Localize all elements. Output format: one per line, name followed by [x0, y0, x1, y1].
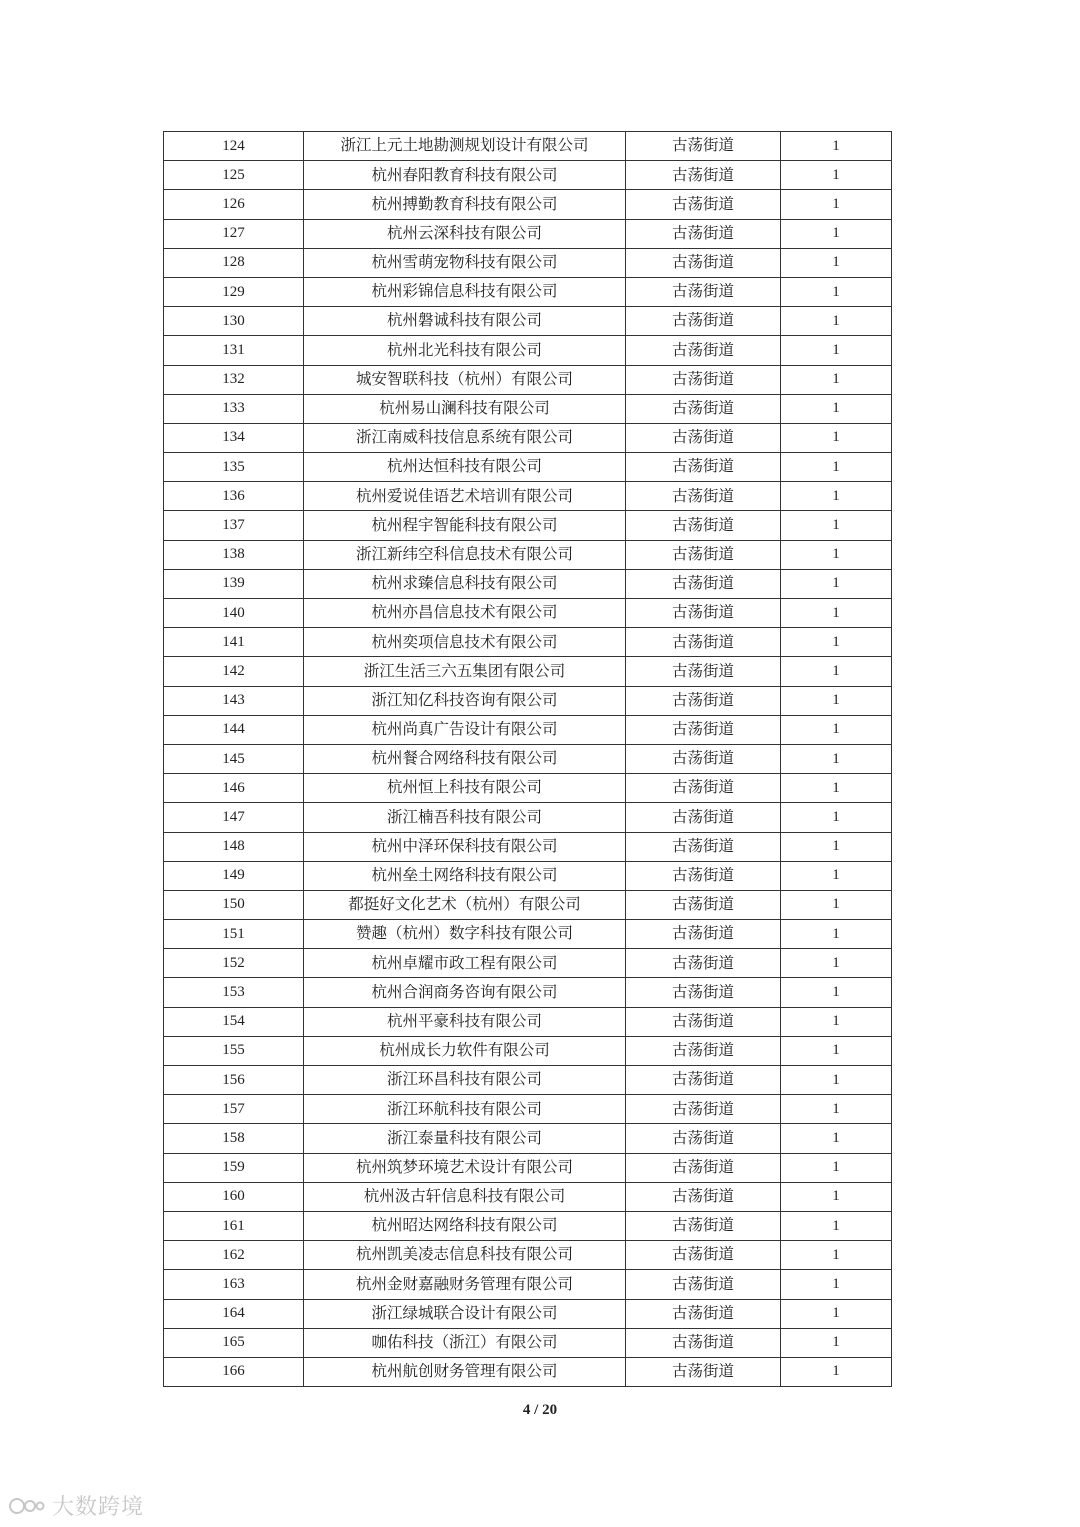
street-cell: 古荡街道 — [626, 453, 781, 482]
row-number-cell: 163 — [164, 1270, 304, 1299]
row-number-cell: 126 — [164, 190, 304, 219]
street-cell: 古荡街道 — [626, 569, 781, 598]
row-number-cell: 150 — [164, 890, 304, 919]
row-number-cell: 166 — [164, 1357, 304, 1386]
street-cell: 古荡街道 — [626, 920, 781, 949]
row-number-cell: 151 — [164, 920, 304, 949]
count-cell: 1 — [781, 599, 892, 628]
count-cell: 1 — [781, 132, 892, 161]
table-row — [164, 832, 892, 861]
row-number-cell: 152 — [164, 949, 304, 978]
company-name-cell: 浙江环航科技有限公司 — [304, 1095, 626, 1124]
count-cell: 1 — [781, 890, 892, 919]
table-row — [164, 1124, 892, 1153]
row-number-cell: 161 — [164, 1211, 304, 1240]
row-number-cell: 139 — [164, 569, 304, 598]
count-cell: 1 — [781, 1036, 892, 1065]
count-cell: 1 — [781, 920, 892, 949]
company-name-cell: 杭州奕项信息技术有限公司 — [304, 628, 626, 657]
count-cell: 1 — [781, 861, 892, 890]
company-name-cell: 浙江生活三六五集团有限公司 — [304, 657, 626, 686]
street-cell: 古荡街道 — [626, 277, 781, 306]
street-cell: 古荡街道 — [626, 1299, 781, 1328]
company-name-cell: 浙江楠吾科技有限公司 — [304, 803, 626, 832]
company-name-cell: 杭州平豪科技有限公司 — [304, 1007, 626, 1036]
count-cell: 1 — [781, 307, 892, 336]
count-cell: 1 — [781, 248, 892, 277]
table-row — [164, 1299, 892, 1328]
table-row — [164, 190, 892, 219]
company-name-cell: 浙江泰量科技有限公司 — [304, 1124, 626, 1153]
row-number-cell: 148 — [164, 832, 304, 861]
street-cell: 古荡街道 — [626, 599, 781, 628]
street-cell: 古荡街道 — [626, 190, 781, 219]
street-cell: 古荡街道 — [626, 161, 781, 190]
row-number-cell: 131 — [164, 336, 304, 365]
street-cell: 古荡街道 — [626, 1153, 781, 1182]
table-row — [164, 482, 892, 511]
company-name-cell: 杭州航创财务管理有限公司 — [304, 1357, 626, 1386]
table-row — [164, 1241, 892, 1270]
street-cell: 古荡街道 — [626, 1357, 781, 1386]
table-row — [164, 1270, 892, 1299]
count-cell: 1 — [781, 511, 892, 540]
count-cell: 1 — [781, 978, 892, 1007]
count-cell: 1 — [781, 190, 892, 219]
row-number-cell: 159 — [164, 1153, 304, 1182]
row-number-cell: 138 — [164, 540, 304, 569]
street-cell: 古荡街道 — [626, 1036, 781, 1065]
table-row — [164, 1328, 892, 1357]
company-name-cell: 赞趣（杭州）数字科技有限公司 — [304, 920, 626, 949]
street-cell: 古荡街道 — [626, 774, 781, 803]
company-name-cell: 杭州金财嘉融财务管理有限公司 — [304, 1270, 626, 1299]
street-cell: 古荡街道 — [626, 861, 781, 890]
count-cell: 1 — [781, 949, 892, 978]
table-row — [164, 978, 892, 1007]
street-cell: 古荡街道 — [626, 1211, 781, 1240]
count-cell: 1 — [781, 161, 892, 190]
street-cell: 古荡街道 — [626, 1124, 781, 1153]
count-cell: 1 — [781, 453, 892, 482]
street-cell: 古荡街道 — [626, 132, 781, 161]
table-row — [164, 657, 892, 686]
company-name-cell: 浙江上元土地勘测规划设计有限公司 — [304, 132, 626, 161]
table-row — [164, 423, 892, 452]
street-cell: 古荡街道 — [626, 803, 781, 832]
company-name-cell: 都挺好文化艺术（杭州）有限公司 — [304, 890, 626, 919]
company-name-cell: 杭州中泽环保科技有限公司 — [304, 832, 626, 861]
row-number-cell: 127 — [164, 219, 304, 248]
table-row — [164, 569, 892, 598]
street-cell: 古荡街道 — [626, 1270, 781, 1299]
street-cell: 古荡街道 — [626, 686, 781, 715]
street-cell: 古荡街道 — [626, 365, 781, 394]
row-number-cell: 162 — [164, 1241, 304, 1270]
count-cell: 1 — [781, 1328, 892, 1357]
street-cell: 古荡街道 — [626, 1095, 781, 1124]
table-row — [164, 628, 892, 657]
company-name-cell: 浙江环昌科技有限公司 — [304, 1066, 626, 1095]
table-row — [164, 511, 892, 540]
table-body — [164, 132, 892, 1387]
table-row — [164, 1357, 892, 1386]
street-cell: 古荡街道 — [626, 978, 781, 1007]
company-name-cell: 杭州筑梦环境艺术设计有限公司 — [304, 1153, 626, 1182]
street-cell: 古荡街道 — [626, 482, 781, 511]
company-name-cell: 杭州达恒科技有限公司 — [304, 453, 626, 482]
street-cell: 古荡街道 — [626, 336, 781, 365]
table-row — [164, 774, 892, 803]
row-number-cell: 157 — [164, 1095, 304, 1124]
table-row — [164, 744, 892, 773]
street-cell: 古荡街道 — [626, 949, 781, 978]
street-cell: 古荡街道 — [626, 628, 781, 657]
street-cell: 古荡街道 — [626, 890, 781, 919]
company-name-cell: 杭州垒土网络科技有限公司 — [304, 861, 626, 890]
count-cell: 1 — [781, 569, 892, 598]
company-name-cell: 杭州彩锦信息科技有限公司 — [304, 277, 626, 306]
row-number-cell: 155 — [164, 1036, 304, 1065]
count-cell: 1 — [781, 394, 892, 423]
street-cell: 古荡街道 — [626, 1241, 781, 1270]
company-name-cell: 杭州北光科技有限公司 — [304, 336, 626, 365]
company-name-cell: 杭州磐诚科技有限公司 — [304, 307, 626, 336]
row-number-cell: 160 — [164, 1182, 304, 1211]
street-cell: 古荡街道 — [626, 657, 781, 686]
row-number-cell: 128 — [164, 248, 304, 277]
table-row — [164, 890, 892, 919]
street-cell: 古荡街道 — [626, 1182, 781, 1211]
row-number-cell: 129 — [164, 277, 304, 306]
count-cell: 1 — [781, 1241, 892, 1270]
company-name-cell: 杭州搏勤教育科技有限公司 — [304, 190, 626, 219]
street-cell: 古荡街道 — [626, 511, 781, 540]
company-name-cell: 杭州餐合网络科技有限公司 — [304, 744, 626, 773]
company-name-cell: 杭州云深科技有限公司 — [304, 219, 626, 248]
street-cell: 古荡街道 — [626, 1328, 781, 1357]
count-cell: 1 — [781, 744, 892, 773]
table-row — [164, 365, 892, 394]
count-cell: 1 — [781, 774, 892, 803]
row-number-cell: 142 — [164, 657, 304, 686]
row-number-cell: 136 — [164, 482, 304, 511]
table-row — [164, 949, 892, 978]
company-name-cell: 杭州成长力软件有限公司 — [304, 1036, 626, 1065]
table-row — [164, 1036, 892, 1065]
count-cell: 1 — [781, 336, 892, 365]
company-name-cell: 杭州恒上科技有限公司 — [304, 774, 626, 803]
row-number-cell: 133 — [164, 394, 304, 423]
count-cell: 1 — [781, 365, 892, 394]
street-cell: 古荡街道 — [626, 1007, 781, 1036]
table-row — [164, 861, 892, 890]
table-row — [164, 277, 892, 306]
table-row — [164, 307, 892, 336]
row-number-cell: 149 — [164, 861, 304, 890]
count-cell: 1 — [781, 219, 892, 248]
count-cell: 1 — [781, 686, 892, 715]
count-cell: 1 — [781, 1124, 892, 1153]
company-list-table — [163, 131, 892, 1387]
street-cell: 古荡街道 — [626, 423, 781, 452]
row-number-cell: 141 — [164, 628, 304, 657]
count-cell: 1 — [781, 1095, 892, 1124]
company-name-cell: 杭州爱说佳语艺术培训有限公司 — [304, 482, 626, 511]
street-cell: 古荡街道 — [626, 744, 781, 773]
count-cell: 1 — [781, 1270, 892, 1299]
row-number-cell: 158 — [164, 1124, 304, 1153]
row-number-cell: 146 — [164, 774, 304, 803]
table-row — [164, 394, 892, 423]
table-row — [164, 715, 892, 744]
company-name-cell: 城安智联科技（杭州）有限公司 — [304, 365, 626, 394]
count-cell: 1 — [781, 657, 892, 686]
company-name-cell: 杭州程宇智能科技有限公司 — [304, 511, 626, 540]
street-cell: 古荡街道 — [626, 248, 781, 277]
company-name-cell: 杭州易山澜科技有限公司 — [304, 394, 626, 423]
row-number-cell: 165 — [164, 1328, 304, 1357]
company-name-cell: 杭州春阳教育科技有限公司 — [304, 161, 626, 190]
watermark-text: 大数跨境 — [52, 1495, 145, 1520]
table-row — [164, 161, 892, 190]
count-cell: 1 — [781, 1211, 892, 1240]
table-row — [164, 1153, 892, 1182]
table-row — [164, 1211, 892, 1240]
row-number-cell: 140 — [164, 599, 304, 628]
table-row — [164, 1182, 892, 1211]
company-name-cell: 杭州汲古轩信息科技有限公司 — [304, 1182, 626, 1211]
row-number-cell: 130 — [164, 307, 304, 336]
street-cell: 古荡街道 — [626, 540, 781, 569]
row-number-cell: 145 — [164, 744, 304, 773]
row-number-cell: 144 — [164, 715, 304, 744]
count-cell: 1 — [781, 277, 892, 306]
table-row — [164, 132, 892, 161]
row-number-cell: 125 — [164, 161, 304, 190]
count-cell: 1 — [781, 540, 892, 569]
table-row — [164, 1066, 892, 1095]
table-row — [164, 248, 892, 277]
table-row — [164, 686, 892, 715]
row-number-cell: 137 — [164, 511, 304, 540]
company-name-cell: 杭州尚真广告设计有限公司 — [304, 715, 626, 744]
table-row — [164, 1095, 892, 1124]
company-name-cell: 浙江绿城联合设计有限公司 — [304, 1299, 626, 1328]
count-cell: 1 — [781, 1007, 892, 1036]
company-name-cell: 浙江南威科技信息系统有限公司 — [304, 423, 626, 452]
table-row — [164, 336, 892, 365]
company-name-cell: 浙江新纬空科信息技术有限公司 — [304, 540, 626, 569]
company-name-cell: 杭州雪萌宠物科技有限公司 — [304, 248, 626, 277]
company-name-cell: 杭州合润商务咨询有限公司 — [304, 978, 626, 1007]
company-name-cell: 杭州卓耀市政工程有限公司 — [304, 949, 626, 978]
watermark-logo-icon — [8, 1494, 48, 1518]
table-row — [164, 540, 892, 569]
row-number-cell: 134 — [164, 423, 304, 452]
row-number-cell: 132 — [164, 365, 304, 394]
count-cell: 1 — [781, 1153, 892, 1182]
street-cell: 古荡街道 — [626, 715, 781, 744]
row-number-cell: 153 — [164, 978, 304, 1007]
street-cell: 古荡街道 — [626, 219, 781, 248]
count-cell: 1 — [781, 482, 892, 511]
count-cell: 1 — [781, 715, 892, 744]
table-row — [164, 803, 892, 832]
company-name-cell: 杭州凯美凌志信息科技有限公司 — [304, 1241, 626, 1270]
row-number-cell: 154 — [164, 1007, 304, 1036]
count-cell: 1 — [781, 1357, 892, 1386]
row-number-cell: 164 — [164, 1299, 304, 1328]
count-cell: 1 — [781, 1182, 892, 1211]
table-row — [164, 1007, 892, 1036]
street-cell: 古荡街道 — [626, 1066, 781, 1095]
table-row — [164, 453, 892, 482]
count-cell: 1 — [781, 423, 892, 452]
row-number-cell: 124 — [164, 132, 304, 161]
page-number: 4 / 20 — [522, 1402, 558, 1418]
row-number-cell: 143 — [164, 686, 304, 715]
company-name-cell: 浙江知亿科技咨询有限公司 — [304, 686, 626, 715]
row-number-cell: 156 — [164, 1066, 304, 1095]
street-cell: 古荡街道 — [626, 832, 781, 861]
table-row — [164, 599, 892, 628]
row-number-cell: 147 — [164, 803, 304, 832]
count-cell: 1 — [781, 1299, 892, 1328]
street-cell: 古荡街道 — [626, 307, 781, 336]
count-cell: 1 — [781, 1066, 892, 1095]
count-cell: 1 — [781, 628, 892, 657]
watermark — [8, 1490, 144, 1521]
table-row — [164, 219, 892, 248]
company-name-cell: 杭州亦昌信息技术有限公司 — [304, 599, 626, 628]
company-name-cell: 咖佑科技（浙江）有限公司 — [304, 1328, 626, 1357]
table-row — [164, 920, 892, 949]
row-number-cell: 135 — [164, 453, 304, 482]
street-cell: 古荡街道 — [626, 394, 781, 423]
company-name-cell: 杭州昭达网络科技有限公司 — [304, 1211, 626, 1240]
company-name-cell: 杭州求臻信息科技有限公司 — [304, 569, 626, 598]
count-cell: 1 — [781, 832, 892, 861]
count-cell: 1 — [781, 803, 892, 832]
